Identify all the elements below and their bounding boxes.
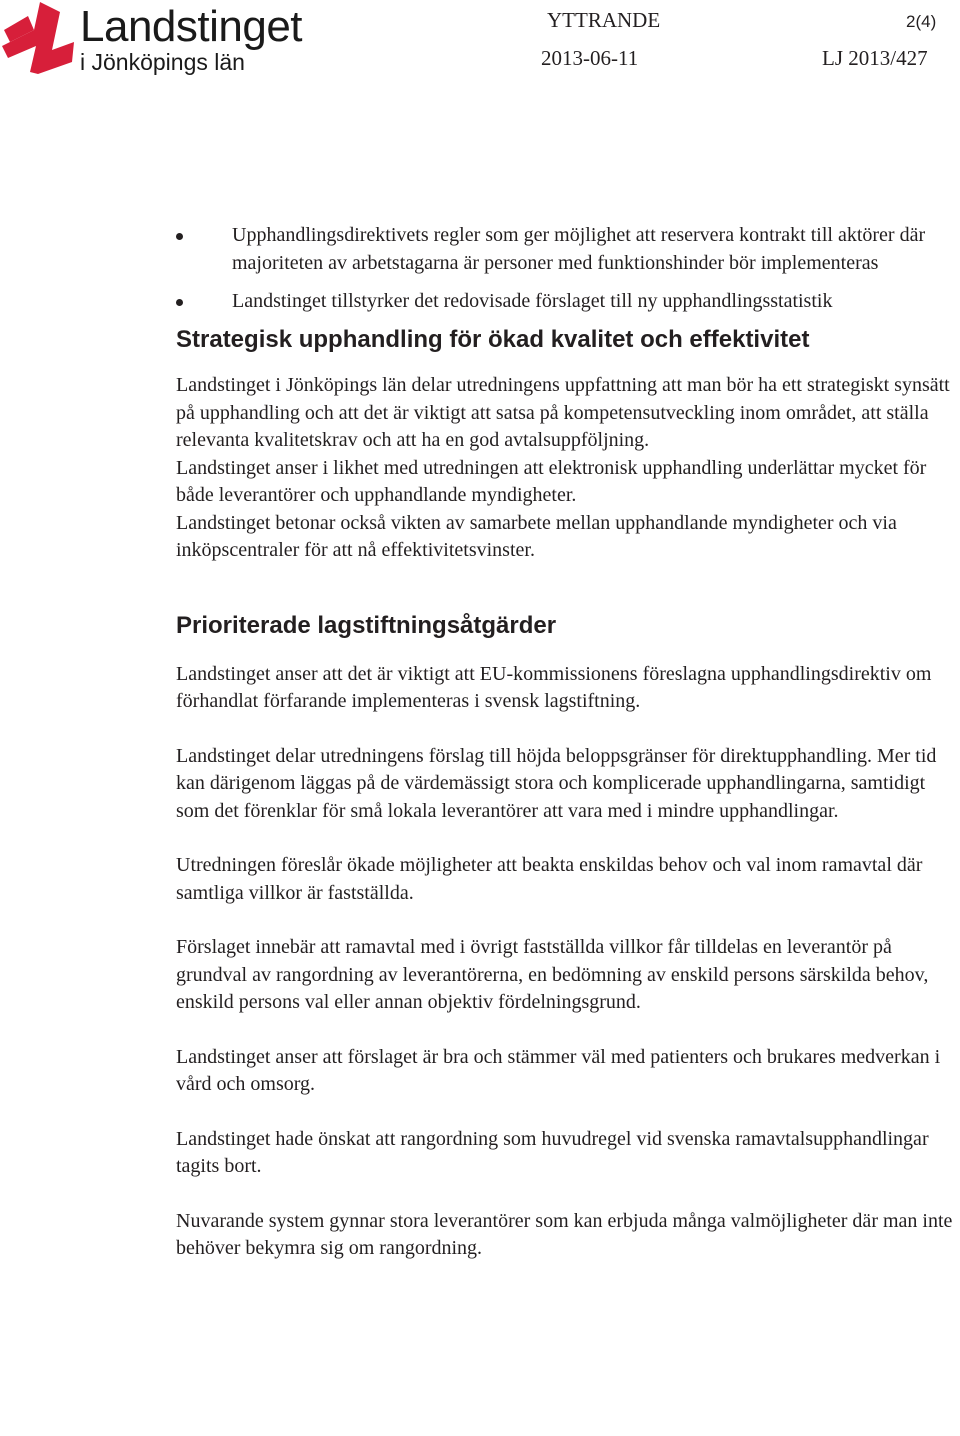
paragraph: Utredningen föreslår ökade möjligheter att beakta enskildas behov och val inom ramavtal där samtliga villkor är fastställda. [176, 854, 923, 904]
list-item-text: Upphandlingsdirektivets regler som ger möjlighet att reservera kontrakt till aktörer där majoriteten av arbetstagarna är personer med funktionshinder bör implementeras [232, 224, 926, 274]
paragraph: Nuvarande system gynnar stora leverantörer som kan erbjuda många valmöjligheter där man inte behöver bekymra sig om rangordning. [176, 1209, 953, 1259]
document-body [176, 221, 960, 1263]
bullet-list [176, 221, 960, 315]
page-number: 2(4) [906, 12, 937, 31]
section-heading-prioritized: Prioriterade lagstiftningsåtgärder [176, 611, 557, 639]
bullet-icon [176, 233, 183, 240]
paragraph: Landstinget anser att det är viktigt att EU-kommissionens föreslagna upphandlingsdirektiv om förhandlat förfarande implementeras i svensk lagstiftning. [176, 662, 932, 712]
org-name: Landstinget [80, 2, 303, 51]
bullet-icon [176, 299, 183, 306]
landstinget-logo-mark [0, 0, 76, 76]
section-heading-strategic: Strategisk upphandling för ökad kvalitet och effektivitet [176, 326, 810, 353]
paragraph: Landstinget delar utredningens förslag till höjda beloppsgränser för direktupphandling. Mer tid kan därigenom läggas på de värdemässigt stora och komplicerade upphandlingarna, samtidigt som det förenklar för små lokala leverantörer att vara med i mindre upphandlingar. [176, 744, 937, 822]
logo [0, 0, 320, 80]
document-date: 2013-06-11 [541, 46, 639, 70]
list-item-text: Landstinget tillstyrker det redovisade förslaget till ny upphandlingsstatistik [232, 290, 833, 312]
document-type: YTTRANDE [547, 8, 661, 32]
org-subtitle: i Jönköpings län [80, 49, 245, 75]
document-reference: LJ 2013/427 [822, 46, 928, 70]
paragraph: Förslaget innebär att ramavtal med i övrigt fastställda villkor får tilldelas en leverantör på grundval av rangordning av leverantörerna, en bedömning av enskild persons särskilda behov, enskild persons val eller annan objektiv fördelningsgrund. [176, 936, 929, 1013]
paragraph: Landstinget betonar också vikten av samarbete mellan upphandlande myndigheter och via inköpscentraler för att nå effektivitetsvinster. [176, 511, 897, 561]
paragraph: Landstinget anser att förslaget är bra och stämmer väl med patienters och brukares medverkan i vård och omsorg. [176, 1045, 941, 1095]
list-item [176, 287, 960, 315]
list-item [176, 221, 960, 277]
paragraph: Landstinget anser i likhet med utredningen att elektronisk upphandling underlättar mycket för både leverantörer och upphandlande myndigheter. [176, 456, 927, 506]
paragraph: Landstinget hade önskat att rangordning som huvudregel vid svenska ramavtalsupphandlingar tagits bort. [176, 1127, 929, 1177]
paragraph: Landstinget i Jönköpings län delar utredningens uppfattning att man bör ha ett strategiskt synsätt på upphandling och att det är viktigt att satsa på kompetensutveckling inom området, att ställa relevanta kvalitetskrav och att ha en god avtalsuppföljning. [176, 374, 950, 451]
